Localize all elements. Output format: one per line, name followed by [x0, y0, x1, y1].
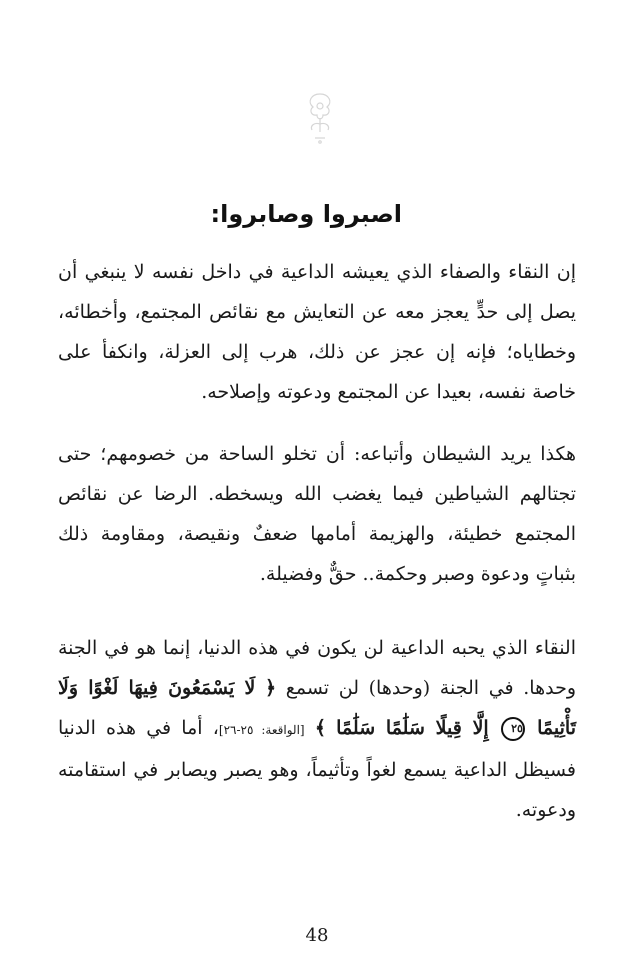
- verse-number-marker: ٢٥: [501, 717, 525, 741]
- quran-verse-part-2: إِلَّا قِيلًا سَلَٰمًا سَلَٰمًا: [336, 717, 489, 739]
- paragraph-3: [58, 628, 576, 830]
- paragraph-3-outro: ، أما في هذه الدنيا فسيظل الداعية يسمع لغواً وتأثيماً، وهو يصبر ويصابر في استقامته ودعوته.: [58, 717, 576, 821]
- body-text: [58, 252, 576, 830]
- quran-open-bracket: ﴿: [264, 677, 277, 699]
- page-number: 48: [305, 925, 329, 946]
- paragraph-2: هكذا يريد الشيطان وأتباعه: أن تخلو الساحة من خصومهم؛ حتى تجتالهم الشياطين فيما يغضب الله ويسخطه. الرضا عن نقائص المجتمع خطيئة، والهزيمة أمامها ضعفٌ ونقيصة، ومقاومة ذلك بثباتٍ ودعوة وصبر وحكمة.. حقٌّ وفضيلة.: [58, 443, 576, 585]
- paragraph-3-intro: النقاء الذي يحبه الداعية لن يكون في هذه الدنيا، إنما هو في الجنة وحدها. في الجنة (وحدها) لن تسمع: [58, 637, 577, 699]
- paragraph-1: إن النقاء والصفاء الذي يعيشه الداعية في داخل نفسه لا ينبغي أن يصل إلى حدٍّ يعجز معه عن التعايش مع نقائص المجتمع، وأخطائه، وخطاياه؛ فإنه إن عجز عن ذلك، هرب إلى العزلة، وانكفأ على خاصة نفسه، بعيدا عن المجتمع ودعوته وإصلاحه.: [58, 261, 576, 403]
- floral-ornament-icon: [297, 88, 343, 148]
- section-heading: اصبروا وصابروا:: [210, 200, 402, 228]
- quran-close-bracket: ﴾: [314, 717, 326, 739]
- verse-citation: [الواقعة: ٢٥-٢٦]: [218, 723, 305, 737]
- quran-verse-part-1: لَا يَسْمَعُونَ فِيهَا لَغْوًا وَلَا تَأْثِيمًا: [58, 677, 576, 739]
